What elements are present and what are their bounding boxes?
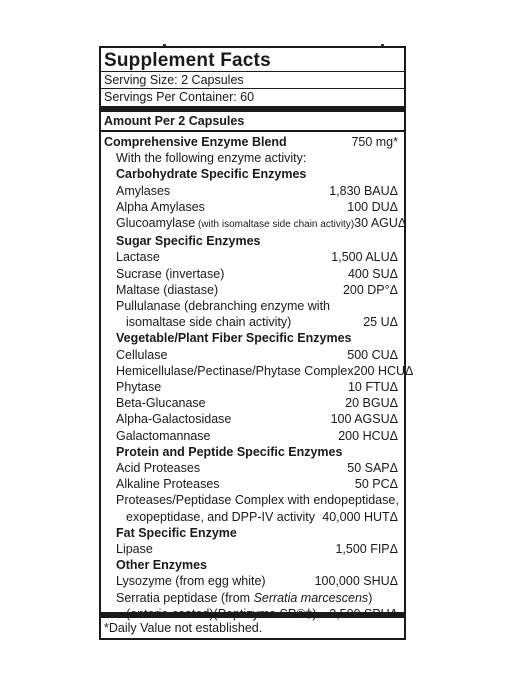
ingredient-row	[104, 282, 398, 298]
ingredient-row	[104, 509, 398, 525]
ingredient-amount: 50 SAPΔ	[347, 461, 398, 476]
ingredient-name: Lysozyme (from egg white)	[116, 574, 266, 589]
section-heading-label: Carbohydrate Specific Enzymes	[116, 167, 307, 182]
ingredient-name: Acid Proteases	[116, 461, 201, 476]
ingredient-row	[104, 363, 414, 379]
ingredient-name-note: (with isomaltase side chain activity)	[195, 219, 355, 231]
section-heading-label: Fat Specific Enzyme	[116, 525, 237, 540]
ingredient-amount: 2,500 SPUΔ	[329, 606, 398, 621]
serving-size: Serving Size: 2 Capsules	[104, 73, 244, 87]
ingredient-amount: 100 DUΔ	[347, 199, 398, 214]
ingredient-name-continued: (enteric-coated)(Peptizyme SP®‡)	[126, 606, 317, 621]
ingredient-row	[104, 150, 398, 166]
ingredient-row	[104, 314, 398, 330]
section-heading-label: Sugar Specific Enzymes	[116, 234, 261, 249]
ingredient-amount: 200 HCUΔ	[353, 363, 414, 378]
ingredient-row	[104, 460, 398, 476]
ingredient-name: Proteases/Peptidase Complex with endopeptidase,	[116, 493, 399, 508]
servings-per-container: Servings Per Container: 60	[104, 90, 255, 104]
ingredient-row	[104, 379, 398, 395]
ingredient-row	[104, 590, 398, 606]
ingredient-note: With the following enzyme activity:	[116, 151, 307, 166]
ingredient-name: Phytase	[116, 380, 162, 395]
ingredient-amount: 1,500 ALUΔ	[331, 250, 398, 265]
section-heading	[104, 233, 398, 249]
ingredient-name: Serratia peptidase (from	[116, 590, 254, 605]
ingredient-row	[104, 134, 398, 150]
ingredient-amount: 750 mg*	[351, 135, 398, 149]
ingredient-name: Sucrase (invertase)	[116, 266, 225, 281]
ingredient-row	[104, 541, 398, 557]
ingredient-name: Glucoamylase	[116, 216, 196, 231]
ingredient-name: Amylases	[116, 183, 171, 198]
ingredient-name: Lactase	[116, 250, 160, 265]
ingredient-list	[104, 134, 414, 622]
ingredient-name: Galactomannase	[116, 428, 211, 443]
ingredient-amount: 50 PCΔ	[354, 477, 398, 492]
ingredient-row	[104, 347, 398, 363]
divider	[101, 130, 404, 132]
ingredient-amount: 200 HCUΔ	[338, 428, 398, 443]
ingredient-amount: 500 CUΔ	[347, 347, 398, 362]
ingredient-name: Hemicellulase/Pectinase/Phytase Complex	[116, 363, 354, 378]
ingredient-amount: 100 AGSUΔ	[330, 412, 398, 427]
ingredient-row	[104, 298, 398, 314]
panel-title: Supplement Facts	[104, 50, 271, 71]
ingredient-amount: 200 DP°Δ	[342, 282, 398, 297]
ingredient-name-end: )	[368, 590, 373, 605]
ingredient-row	[104, 215, 407, 233]
ingredient-amount: 1,830 BAUΔ	[329, 183, 398, 198]
section-heading-label: Other Enzymes	[116, 558, 208, 573]
ingredient-name-continued: isomaltase side chain activity)	[126, 315, 292, 330]
section-heading	[104, 166, 398, 182]
ingredient-amount: 25 UΔ	[363, 315, 398, 330]
amount-per-heading: Amount Per 2 Capsules	[104, 114, 245, 128]
section-heading	[104, 330, 398, 346]
ingredient-name: Comprehensive Enzyme Blend	[104, 135, 287, 149]
ingredient-row	[104, 183, 398, 199]
ingredient-amount: 100,000 SHUΔ	[314, 574, 398, 589]
section-heading-label: Vegetable/Plant Fiber Specific Enzymes	[116, 331, 352, 346]
section-heading-label: Protein and Peptide Specific Enzymes	[116, 444, 343, 459]
ingredient-amount: 20 BGUΔ	[345, 396, 398, 411]
ingredient-name: Lipase	[116, 542, 153, 557]
ingredient-row	[104, 411, 398, 427]
ingredient-source-species: Serratia marcescens	[253, 590, 369, 605]
ingredient-row	[104, 573, 398, 589]
ingredient-row	[104, 492, 398, 508]
ingredient-name: Alkaline Proteases	[116, 477, 220, 492]
ingredient-amount: 30 AGUΔ	[354, 216, 407, 231]
footnote: *Daily Value not established.	[104, 621, 263, 635]
ingredient-amount: 10 FTUΔ	[347, 380, 398, 395]
ingredient-row	[104, 476, 398, 492]
ingredient-amount: 40,000 HUTΔ	[322, 509, 398, 524]
divider-thick	[101, 612, 404, 618]
ingredient-row	[104, 199, 398, 215]
ingredient-amount: 400 SUΔ	[347, 266, 398, 281]
section-heading	[104, 557, 398, 573]
ingredient-row	[104, 395, 398, 411]
supplement-facts-panel	[99, 46, 414, 640]
section-heading	[104, 525, 398, 541]
section-heading	[104, 444, 398, 460]
ingredient-name: Maltase (diastase)	[116, 282, 219, 297]
ingredient-name: Cellulase	[116, 347, 168, 362]
ingredient-name-continued: exopeptidase, and DPP-IV activity	[126, 509, 315, 524]
ingredient-amount: 1,500 FIPΔ	[335, 542, 398, 557]
ingredient-row	[104, 266, 398, 282]
ingredient-name: Pullulanase (debranching enzyme with	[116, 299, 331, 314]
ingredient-name-wrap	[104, 215, 354, 233]
ingredient-name: Alpha Amylases	[116, 199, 205, 214]
ingredient-row	[104, 249, 398, 265]
ingredient-row	[104, 428, 398, 444]
ingredient-name-wrap	[104, 590, 398, 606]
ingredient-name: Alpha-Galactosidase	[116, 412, 232, 427]
ingredient-name: Beta-Glucanase	[116, 396, 206, 411]
